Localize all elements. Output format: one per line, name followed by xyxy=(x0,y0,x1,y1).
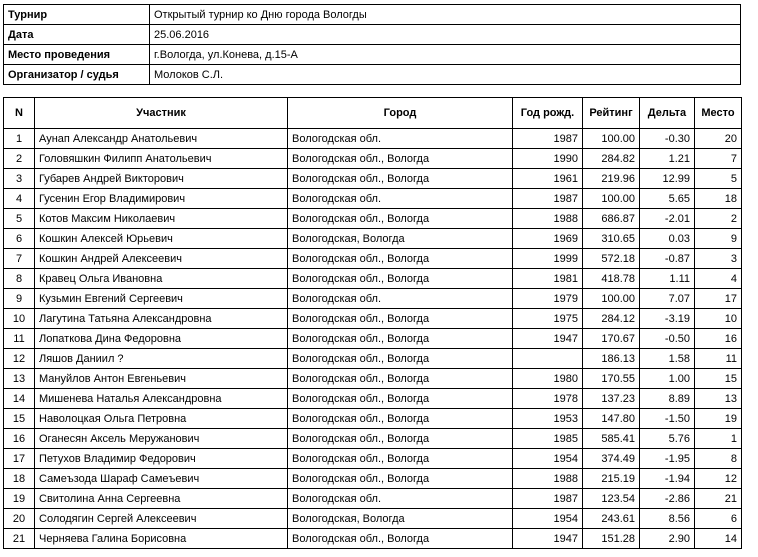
cell-place: 2 xyxy=(695,209,742,229)
cell-number: 10 xyxy=(4,309,35,329)
results-body xyxy=(4,129,742,549)
cell-rating: 100.00 xyxy=(583,289,640,309)
cell-participant: Кравец Ольга Ивановна xyxy=(35,269,288,289)
cell-rating: 170.67 xyxy=(583,329,640,349)
cell-delta: 5.76 xyxy=(640,429,695,449)
cell-city: Вологодская обл. xyxy=(288,289,513,309)
cell-rating: 137.23 xyxy=(583,389,640,409)
info-label: Место проведения xyxy=(4,45,150,65)
cell-city: Вологодская обл. xyxy=(288,129,513,149)
info-label: Дата xyxy=(4,25,150,45)
cell-rating: 123.54 xyxy=(583,489,640,509)
table-row xyxy=(4,249,742,269)
cell-rating: 147.80 xyxy=(583,409,640,429)
cell-city: Вологодская обл., Вологда xyxy=(288,469,513,489)
cell-birth-year: 1947 xyxy=(513,329,583,349)
cell-participant: Мануйлов Антон Евгеньевич xyxy=(35,369,288,389)
cell-birth-year: 1988 xyxy=(513,469,583,489)
info-value: Молоков С.Л. xyxy=(150,65,741,85)
table-row xyxy=(4,429,742,449)
cell-city: Вологодская обл., Вологда xyxy=(288,209,513,229)
cell-place: 13 xyxy=(695,389,742,409)
results-header-row xyxy=(4,98,742,129)
info-row-organizer xyxy=(4,65,741,85)
cell-rating: 686.87 xyxy=(583,209,640,229)
cell-place: 6 xyxy=(695,509,742,529)
cell-birth-year: 1988 xyxy=(513,209,583,229)
cell-birth-year: 1981 xyxy=(513,269,583,289)
cell-place: 8 xyxy=(695,449,742,469)
cell-city: Вологодская обл., Вологда xyxy=(288,349,513,369)
info-row-date xyxy=(4,25,741,45)
cell-number: 16 xyxy=(4,429,35,449)
cell-number: 7 xyxy=(4,249,35,269)
cell-city: Вологодская обл., Вологда xyxy=(288,149,513,169)
cell-participant: Кошкин Андрей Алексеевич xyxy=(35,249,288,269)
cell-place: 21 xyxy=(695,489,742,509)
cell-number: 13 xyxy=(4,369,35,389)
table-row xyxy=(4,309,742,329)
cell-rating: 215.19 xyxy=(583,469,640,489)
cell-place: 19 xyxy=(695,409,742,429)
table-row xyxy=(4,129,742,149)
cell-participant: Оганесян Аксель Меружанович xyxy=(35,429,288,449)
cell-delta: 5.65 xyxy=(640,189,695,209)
cell-rating: 186.13 xyxy=(583,349,640,369)
cell-city: Вологодская обл. xyxy=(288,489,513,509)
table-row xyxy=(4,209,742,229)
cell-delta: -2.86 xyxy=(640,489,695,509)
cell-birth-year: 1975 xyxy=(513,309,583,329)
cell-place: 3 xyxy=(695,249,742,269)
info-value: г.Вологда, ул.Конева, д.15-А xyxy=(150,45,741,65)
cell-number: 12 xyxy=(4,349,35,369)
cell-birth-year: 1978 xyxy=(513,389,583,409)
cell-rating: 219.96 xyxy=(583,169,640,189)
cell-participant: Головяшкин Филипп Анатольевич xyxy=(35,149,288,169)
cell-participant: Аунап Александр Анатольевич xyxy=(35,129,288,149)
cell-city: Вологодская обл., Вологда xyxy=(288,449,513,469)
cell-rating: 374.49 xyxy=(583,449,640,469)
cell-delta: 12.99 xyxy=(640,169,695,189)
cell-city: Вологодская обл. xyxy=(288,189,513,209)
cell-participant: Губарев Андрей Викторович xyxy=(35,169,288,189)
cell-number: 1 xyxy=(4,129,35,149)
cell-delta: 7.07 xyxy=(640,289,695,309)
cell-delta: 1.58 xyxy=(640,349,695,369)
cell-number: 17 xyxy=(4,449,35,469)
cell-delta: 8.89 xyxy=(640,389,695,409)
cell-rating: 100.00 xyxy=(583,189,640,209)
table-row xyxy=(4,489,742,509)
cell-birth-year: 1980 xyxy=(513,369,583,389)
cell-place: 9 xyxy=(695,229,742,249)
cell-place: 16 xyxy=(695,329,742,349)
tournament-info-body xyxy=(4,5,741,85)
cell-delta: 8.56 xyxy=(640,509,695,529)
cell-birth-year: 1969 xyxy=(513,229,583,249)
cell-delta: 1.21 xyxy=(640,149,695,169)
table-row xyxy=(4,449,742,469)
info-value: Открытый турнир ко Дню города Вологды xyxy=(150,5,741,25)
cell-city: Вологодская, Вологда xyxy=(288,509,513,529)
cell-delta: 1.00 xyxy=(640,369,695,389)
cell-place: 17 xyxy=(695,289,742,309)
table-row xyxy=(4,509,742,529)
cell-participant: Лопаткова Дина Федоровна xyxy=(35,329,288,349)
cell-birth-year: 1954 xyxy=(513,449,583,469)
cell-delta: -1.50 xyxy=(640,409,695,429)
cell-delta: 2.90 xyxy=(640,529,695,549)
cell-rating: 585.41 xyxy=(583,429,640,449)
cell-place: 4 xyxy=(695,269,742,289)
cell-birth-year: 1985 xyxy=(513,429,583,449)
info-label: Организатор / судья xyxy=(4,65,150,85)
cell-number: 20 xyxy=(4,509,35,529)
cell-delta: 0.03 xyxy=(640,229,695,249)
cell-birth-year: 1987 xyxy=(513,189,583,209)
cell-number: 4 xyxy=(4,189,35,209)
table-row xyxy=(4,229,742,249)
cell-birth-year: 1953 xyxy=(513,409,583,429)
cell-place: 7 xyxy=(695,149,742,169)
cell-place: 14 xyxy=(695,529,742,549)
cell-birth-year: 1999 xyxy=(513,249,583,269)
cell-number: 2 xyxy=(4,149,35,169)
table-row xyxy=(4,189,742,209)
table-row xyxy=(4,389,742,409)
cell-birth-year: 1954 xyxy=(513,509,583,529)
header-number: N xyxy=(4,98,35,129)
tournament-info-table xyxy=(3,4,741,85)
header-delta: Дельта xyxy=(640,98,695,129)
cell-rating: 100.00 xyxy=(583,129,640,149)
info-value: 25.06.2016 xyxy=(150,25,741,45)
cell-delta: -0.50 xyxy=(640,329,695,349)
cell-rating: 310.65 xyxy=(583,229,640,249)
cell-birth-year: 1961 xyxy=(513,169,583,189)
info-row-venue xyxy=(4,45,741,65)
cell-rating: 284.12 xyxy=(583,309,640,329)
header-place: Место xyxy=(695,98,742,129)
table-row xyxy=(4,349,742,369)
cell-participant: Кошкин Алексей Юрьевич xyxy=(35,229,288,249)
cell-participant: Петухов Владимир Федорович xyxy=(35,449,288,469)
cell-city: Вологодская обл., Вологда xyxy=(288,249,513,269)
cell-number: 11 xyxy=(4,329,35,349)
cell-number: 5 xyxy=(4,209,35,229)
results-header xyxy=(4,98,742,129)
table-row xyxy=(4,289,742,309)
cell-birth-year: 1987 xyxy=(513,129,583,149)
cell-city: Вологодская обл., Вологда xyxy=(288,409,513,429)
cell-city: Вологодская обл., Вологда xyxy=(288,389,513,409)
cell-delta: -1.95 xyxy=(640,449,695,469)
table-row xyxy=(4,149,742,169)
cell-participant: Наволоцкая Ольга Петровна xyxy=(35,409,288,429)
cell-city: Вологодская, Вологда xyxy=(288,229,513,249)
cell-delta: 1.11 xyxy=(640,269,695,289)
cell-participant: Свитолина Анна Сергеевна xyxy=(35,489,288,509)
cell-number: 14 xyxy=(4,389,35,409)
cell-rating: 284.82 xyxy=(583,149,640,169)
table-row xyxy=(4,329,742,349)
cell-number: 9 xyxy=(4,289,35,309)
cell-participant: Черняева Галина Борисовна xyxy=(35,529,288,549)
cell-place: 18 xyxy=(695,189,742,209)
results-table xyxy=(3,97,742,549)
cell-city: Вологодская обл., Вологда xyxy=(288,309,513,329)
cell-number: 8 xyxy=(4,269,35,289)
cell-city: Вологодская обл., Вологда xyxy=(288,529,513,549)
cell-rating: 418.78 xyxy=(583,269,640,289)
header-participant: Участник xyxy=(35,98,288,129)
table-row xyxy=(4,469,742,489)
cell-place: 15 xyxy=(695,369,742,389)
cell-rating: 170.55 xyxy=(583,369,640,389)
cell-city: Вологодская обл., Вологда xyxy=(288,429,513,449)
cell-delta: -0.30 xyxy=(640,129,695,149)
cell-number: 3 xyxy=(4,169,35,189)
info-label: Турнир xyxy=(4,5,150,25)
header-birth-year: Год рожд. xyxy=(513,98,583,129)
cell-participant: Лагутина Татьяна Александровна xyxy=(35,309,288,329)
cell-place: 1 xyxy=(695,429,742,449)
cell-birth-year: 1987 xyxy=(513,489,583,509)
cell-participant: Гусенин Егор Владимирович xyxy=(35,189,288,209)
header-rating: Рейтинг xyxy=(583,98,640,129)
cell-rating: 151.28 xyxy=(583,529,640,549)
cell-birth-year: 1990 xyxy=(513,149,583,169)
cell-birth-year: 1979 xyxy=(513,289,583,309)
table-row xyxy=(4,169,742,189)
info-row-tournament xyxy=(4,5,741,25)
table-row xyxy=(4,369,742,389)
cell-place: 5 xyxy=(695,169,742,189)
cell-number: 21 xyxy=(4,529,35,549)
cell-birth-year: 1947 xyxy=(513,529,583,549)
cell-rating: 243.61 xyxy=(583,509,640,529)
table-row xyxy=(4,269,742,289)
cell-participant: Кузьмин Евгений Сергеевич xyxy=(35,289,288,309)
cell-rating: 572.18 xyxy=(583,249,640,269)
cell-place: 10 xyxy=(695,309,742,329)
cell-birth-year xyxy=(513,349,583,369)
header-city: Город xyxy=(288,98,513,129)
cell-city: Вологодская обл., Вологда xyxy=(288,329,513,349)
cell-number: 19 xyxy=(4,489,35,509)
cell-place: 12 xyxy=(695,469,742,489)
cell-delta: -0.87 xyxy=(640,249,695,269)
cell-delta: -2.01 xyxy=(640,209,695,229)
cell-number: 15 xyxy=(4,409,35,429)
cell-participant: Самеъзода Шараф Самеъевич xyxy=(35,469,288,489)
cell-participant: Мишенева Наталья Александровна xyxy=(35,389,288,409)
cell-participant: Котов Максим Николаевич xyxy=(35,209,288,229)
table-row xyxy=(4,409,742,429)
cell-place: 20 xyxy=(695,129,742,149)
cell-participant: Солодягин Сергей Алексеевич xyxy=(35,509,288,529)
cell-number: 6 xyxy=(4,229,35,249)
cell-place: 11 xyxy=(695,349,742,369)
cell-city: Вологодская обл., Вологда xyxy=(288,169,513,189)
cell-number: 18 xyxy=(4,469,35,489)
cell-delta: -3.19 xyxy=(640,309,695,329)
cell-delta: -1.94 xyxy=(640,469,695,489)
cell-city: Вологодская обл., Вологда xyxy=(288,369,513,389)
cell-participant: Ляшов Даниил ? xyxy=(35,349,288,369)
cell-city: Вологодская обл., Вологда xyxy=(288,269,513,289)
table-row xyxy=(4,529,742,549)
